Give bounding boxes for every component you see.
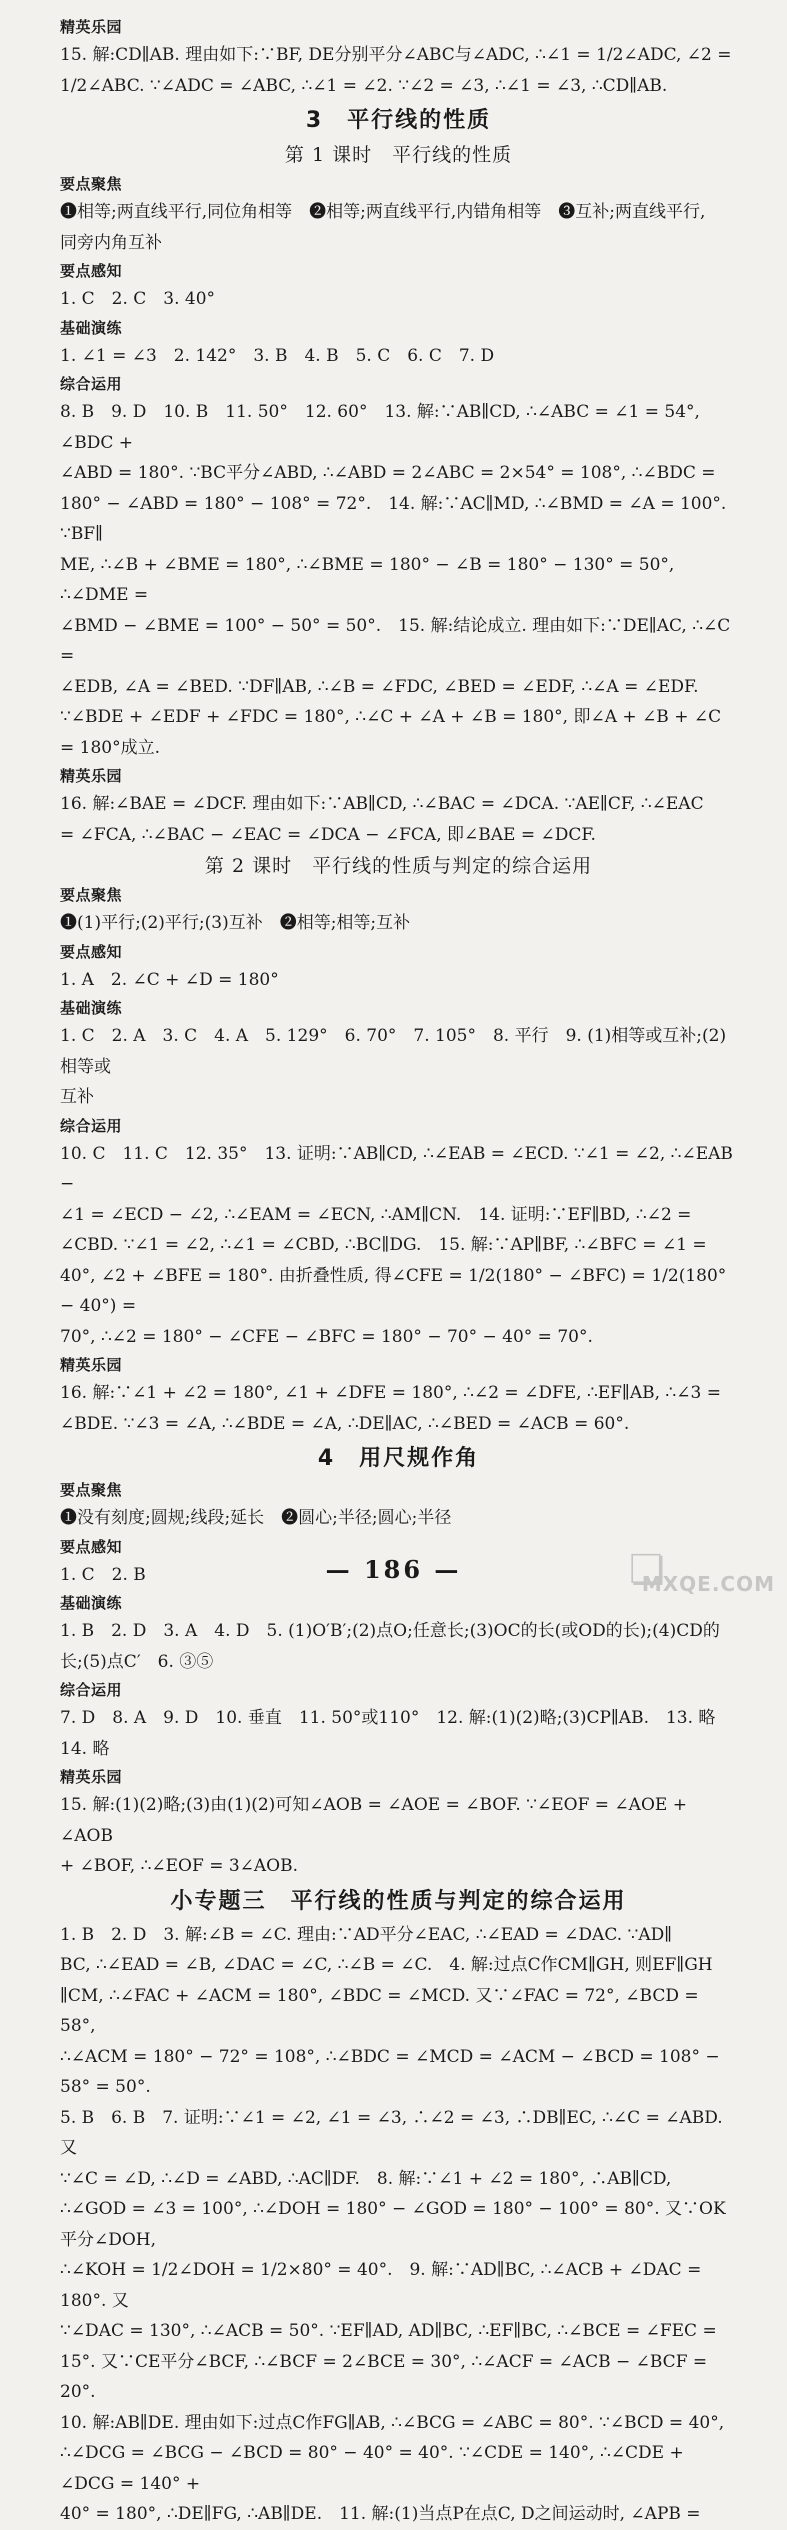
answer-line: ∥CM, ∴∠FAC + ∠ACM = 180°, ∠BDC = ∠MCD. 又∵∠FAC = 72°, ∠BCD = 58°, — [60, 1985, 699, 2036]
answer-line: 1. B 2. D 3. A 4. D 5. (1)O′B′;(2)点O;任意长;(3)OC的长(或OD的长);(4)CD的 — [60, 1621, 720, 1641]
section-label: 要点聚焦 — [60, 1481, 123, 1499]
answer-line: 15. 解:CD∥AB. 理由如下:∵BF, DE分别平分∠ABC与∠ADC, ∴∠1 = 1/2∠ADC, ∠2 = — [60, 45, 732, 65]
answer-line: ∠CBD. ∵∠1 = ∠2, ∴∠1 = ∠CBD, ∴BC∥DG. 15. 解:∵AP∥BF, ∴∠BFC = ∠1 = — [60, 1235, 707, 1255]
chapter-heading: 小专题三 平行线的性质与判定的综合运用 — [170, 1888, 627, 1914]
section-label: 要点感知 — [60, 1537, 123, 1556]
answer-line: 1/2∠ABC. ∵∠ADC = ∠ABC, ∴∠1 = ∠2. ∵∠2 = ∠3, ∴∠1 = ∠3, ∴CD∥AB. — [60, 75, 668, 96]
section-label: 要点聚焦 — [60, 175, 123, 193]
answer-line: BC, ∴∠EAD = ∠B, ∠DAC = ∠C, ∴∠B = ∠C. 4. 解:过点C作CM∥GH, 则EF∥GH — [60, 1955, 713, 1975]
answer-line: = ∠FCA, ∴∠BAC − ∠EAC = ∠DCA − ∠FCA, 即∠BAE = ∠DCF. — [60, 824, 596, 845]
answer-line: 40° = 180°, ∴DE∥FG, ∴AB∥DE. 11. 解:(1)当点P在点C, D之间运动时, ∠APB = — [60, 2504, 701, 2524]
section-label: 精英乐园 — [60, 18, 123, 36]
page-number: — 186 — — [325, 1555, 462, 1584]
section-label: 综合运用 — [60, 1116, 123, 1135]
section-label: 综合运用 — [60, 1681, 123, 1699]
site-watermark — [629, 1548, 779, 1596]
answer-line: 7. D 8. A 9. D 10. 垂直 11. 50°或110° 12. 解:(1)(2)略;(3)CP∥AB. 13. 略 — [60, 1708, 716, 1728]
answer-line: ❶相等;两直线平行,同位角相等 ❷相等;两直线平行,内错角相等 ❸互补;两直线平行, — [60, 202, 706, 222]
answer-line: + ∠BOF, ∴∠EOF = 3∠AOB. — [60, 1856, 299, 1876]
answer-line: 15°. 又∵CE平分∠BCF, ∴∠BCF = 2∠BCE = 30°, ∴∠ACF = ∠ACB − ∠BCF = 20°. — [60, 2351, 708, 2402]
answer-line: ∠EDB, ∠A = ∠BED. ∵DF∥AB, ∴∠B = ∠FDC, ∠BED = ∠EDF, ∴∠A = ∠EDF. — [60, 676, 699, 697]
answer-line: 5. B 6. B 7. 证明:∵∠1 = ∠2, ∠1 = ∠3, ∴∠2 = ∠3, ∴DB∥EC, ∴∠C = ∠ABD. 又 — [60, 2107, 723, 2158]
section-label: 基础演练 — [60, 999, 123, 1017]
answer-line: 1. B 2. D 3. 解:∠B = ∠C. 理由:∵AD平分∠EAC, ∴∠EAD = ∠DAC. ∵AD∥ — [60, 1924, 673, 1945]
answer-line: ∠BDE. ∵∠3 = ∠A, ∴∠BDE = ∠A, ∴DE∥AC, ∴∠BED = ∠ACB = 60°. — [60, 1413, 630, 1434]
answer-line: 1. C 2. A 3. C 4. A 5. 129° 6. 70° 7. 105° 8. 平行 9. (1)相等或互补;(2)相等或 — [60, 1026, 727, 1077]
answer-line: ∵∠DAC = 130°, ∴∠ACB = 50°. ∵EF∥AD, AD∥BC, ∴EF∥BC, ∴∠BCE = ∠FEC = — [60, 2321, 717, 2341]
answer-line: 1. C 2. B — [60, 1564, 146, 1585]
section-label: 精英乐园 — [60, 1768, 123, 1786]
answer-line: 70°, ∴∠2 = 180° − ∠CFE − ∠BFC = 180° − 70° − 40° = 70°. — [60, 1326, 593, 1347]
section-label: 要点感知 — [60, 262, 123, 280]
answer-line: 14. 略 — [60, 1738, 110, 1759]
answer-line: ∴∠KOH = 1/2∠DOH = 1/2×80° = 40°. 9. 解:∵AD∥BC, ∴∠ACB + ∠DAC = 180°. 又 — [60, 2260, 702, 2311]
answer-line: 16. 解:∠BAE = ∠DCF. 理由如下:∵AB∥CD, ∴∠BAC = ∠DCA. ∵AE∥CF, ∴∠EAC — [60, 794, 704, 814]
stamp-icon: ❏ — [629, 1547, 665, 1593]
page-content — [60, 14, 737, 2530]
lesson-heading: 第 2 课时 平行线的性质与判定的综合运用 — [204, 855, 593, 877]
chapter-heading: 4 用尺规作角 — [317, 1446, 480, 1471]
section-label: 综合运用 — [60, 375, 123, 393]
answer-line: ∴∠ACM = 180° − 72° = 108°, ∴∠BDC = ∠MCD = ∠ACM − ∠BCD = 108° − 58° = 50°. — [60, 2046, 720, 2097]
answer-line: 1. C 2. C 3. 40° — [60, 289, 216, 309]
section-label: 精英乐园 — [60, 1356, 123, 1374]
answer-line: 1. A 2. ∠C + ∠D = 180° — [60, 969, 279, 990]
answer-line: 16. 解:∵∠1 + ∠2 = 180°, ∠1 + ∠DFE = 180°, ∴∠2 = ∠DFE, ∴EF∥AB, ∴∠3 = — [60, 1383, 721, 1403]
answer-line: ❶没有刻度;圆规;线段;延长 ❷圆心;半径;圆心;半径 — [60, 1508, 452, 1528]
section-label: 基础演练 — [60, 1594, 123, 1612]
section-label: 要点聚焦 — [60, 886, 123, 904]
answer-line: ∠1 = ∠ECD − ∠2, ∴∠EAM = ∠ECN, ∴AM∥CN. 14. 证明:∵EF∥BD, ∴∠2 = — [60, 1204, 692, 1225]
answer-line: ∠BMD − ∠BME = 100° − 50° = 50°. 15. 解:结论成立. 理由如下:∵DE∥AC, ∴∠C = — [60, 615, 731, 666]
answer-line: 1. ∠1 = ∠3 2. 142° 3. B 4. B 5. C 6. C 7. D — [60, 345, 495, 366]
answer-line: 180° − ∠ABD = 180° − 108° = 72°. 14. 解:∵AC∥MD, ∴∠BMD = ∠A = 100°. ∵BF∥ — [60, 493, 727, 544]
answer-line: ∵∠BDE + ∠EDF + ∠FDC = 180°, ∴∠C + ∠A + ∠B = 180°, 即∠A + ∠B + ∠C = 180°成立. — [60, 707, 722, 758]
answer-line: 同旁内角互补 — [60, 232, 162, 253]
answer-line: 10. C 11. C 12. 35° 13. 证明:∵AB∥CD, ∴∠EAB = ∠ECD. ∵∠1 = ∠2, ∴∠EAB − — [60, 1143, 733, 1194]
answer-line: ∵∠C = ∠D, ∴∠D = ∠ABD, ∴AC∥DF. 8. 解:∵∠1 + ∠2 = 180°, ∴AB∥CD, — [60, 2168, 672, 2189]
answer-line: ❶(1)平行;(2)平行;(3)互补 ❷相等;相等;互补 — [60, 913, 411, 933]
answer-line: 40°, ∠2 + ∠BFE = 180°. 由折叠性质, 得∠CFE = 1/2(180° − ∠BFC) = 1/2(180° − 40°) = — [60, 1265, 727, 1316]
answer-line: ∴∠DCG = ∠BCG − ∠BCD = 80° − 40° = 40°. ∵∠CDE = 140°, ∴∠CDE + ∠DCG = 140° + — [60, 2443, 684, 2494]
answer-line: ME, ∴∠B + ∠BME = 180°, ∴∠BME = 180° − ∠B = 180° − 130° = 50°, ∴∠DME = — [60, 554, 675, 605]
section-label: 基础演练 — [60, 318, 123, 337]
section-label: 要点感知 — [60, 942, 123, 961]
lesson-heading: 第 1 课时 平行线的性质 — [284, 144, 513, 166]
answer-line: 长;(5)点C′ 6. ③⑤ — [60, 1651, 214, 1672]
watermark-text: MXQE.COM — [641, 1572, 775, 1596]
answer-line: 互补 — [60, 1087, 94, 1107]
chapter-heading: 3 平行线的性质 — [305, 108, 492, 133]
answer-line: 8. B 9. D 10. B 11. 50° 12. 60° 13. 解:∵AB∥CD, ∴∠ABC = ∠1 = 54°, ∠BDC + — [60, 402, 700, 453]
answer-line: ∴∠GOD = ∠3 = 100°, ∴∠DOH = 180° − ∠GOD = 180° − 100° = 80°. 又∵OK平分∠DOH, — [60, 2199, 726, 2250]
answer-line: 10. 解:AB∥DE. 理由如下:过点C作FG∥AB, ∴∠BCG = ∠ABC = 80°. ∵∠BCD = 40°, — [60, 2412, 725, 2433]
section-label: 精英乐园 — [60, 767, 123, 785]
answer-line: ∠ABD = 180°. ∵BC平分∠ABD, ∴∠ABD = 2∠ABC = 2×54° = 108°, ∴∠BDC = — [60, 463, 716, 483]
answer-line: 15. 解:(1)(2)略;(3)由(1)(2)可知∠AOB = ∠AOE = ∠BOF. ∵∠EOF = ∠AOE + ∠AOB — [60, 1795, 687, 1846]
